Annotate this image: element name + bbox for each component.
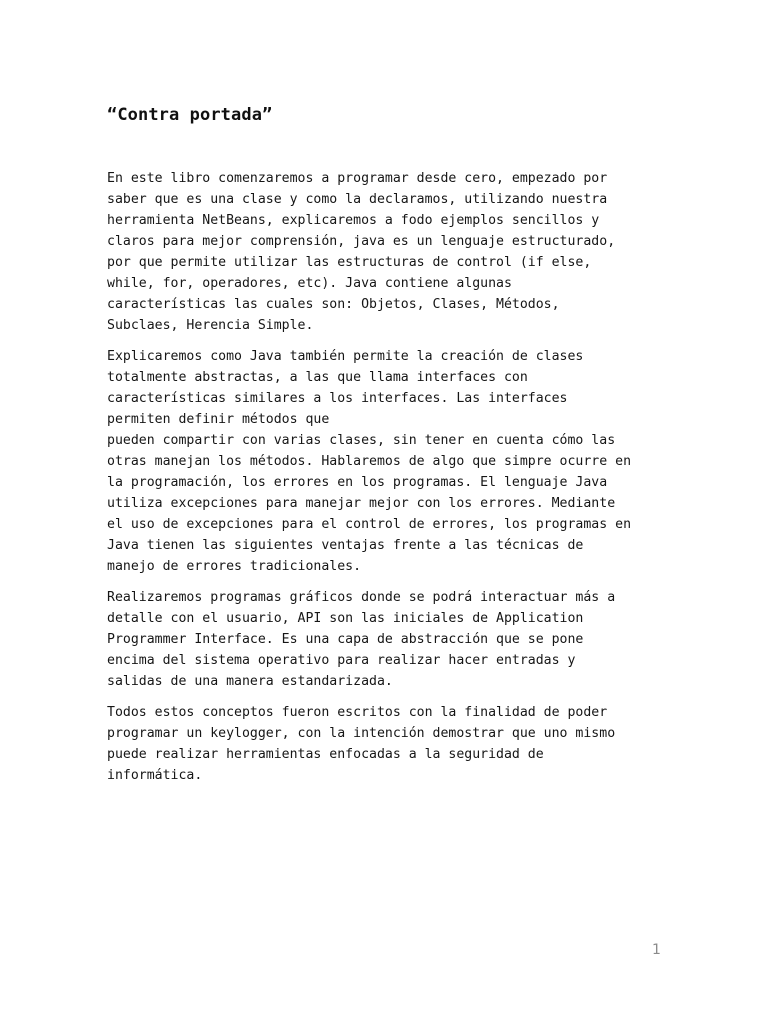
- text-line: otras manejan los métodos. Hablaremos de algo que simpre ocurre en: [107, 454, 632, 469]
- text-line: while, for, operadores, etc). Java contiene algunas: [107, 276, 512, 291]
- text-line: totalmente abstractas, a las que llama interfaces con: [107, 370, 528, 385]
- text-line: claros para mejor comprensión, java es un lenguaje estructurado,: [107, 234, 616, 249]
- text-line: encima del sistema operativo para realizar hacer entradas y: [107, 653, 576, 668]
- page-number: 1: [652, 942, 661, 958]
- text-line: informática.: [107, 768, 203, 783]
- text-line: características las cuales son: Objetos, Clases, Métodos,: [107, 297, 560, 312]
- text-line: puede realizar herramientas enfocadas a la seguridad de: [107, 747, 544, 762]
- text-line: Subclaes, Herencia Simple.: [107, 318, 314, 333]
- text-line: manejo de errores tradicionales.: [107, 559, 362, 574]
- text-line: Todos estos conceptos fueron escritos con la finalidad de poder: [107, 705, 608, 720]
- text-line: salidas de una manera estandarizada.: [107, 674, 393, 689]
- paragraph-3: [107, 587, 667, 692]
- paragraph-4: [107, 702, 667, 786]
- text-line: Realizaremos programas gráficos donde se podrá interactuar más a: [107, 590, 616, 605]
- text-line: Explicaremos como Java también permite la creación de clases: [107, 349, 584, 364]
- text-line: el uso de excepciones para el control de errores, los programas en: [107, 517, 632, 532]
- text-line: saber que es una clase y como la declaramos, utilizando nuestra: [107, 192, 608, 207]
- text-line: características similares a los interfaces. Las interfaces: [107, 391, 568, 406]
- text-line: por que permite utilizar las estructuras de control (if else,: [107, 255, 592, 270]
- text-line: herramienta NetBeans, explicaremos a fodo ejemplos sencillos y: [107, 213, 600, 228]
- text-line: detalle con el usuario, API son las iniciales de Application: [107, 611, 584, 626]
- text-line: utiliza excepciones para manejar mejor con los errores. Mediante: [107, 496, 616, 511]
- paragraph-1: [107, 168, 667, 336]
- body-text: [107, 168, 667, 796]
- text-line: Programmer Interface. Es una capa de abstracción que se pone: [107, 632, 584, 647]
- paragraph-2: [107, 346, 667, 577]
- page-title: “Contra portada”: [107, 105, 273, 125]
- text-line: En este libro comenzaremos a programar desde cero, empezado por: [107, 171, 608, 186]
- text-line: programar un keylogger, con la intención demostrar que uno mismo: [107, 726, 616, 741]
- text-line: Java tienen las siguientes ventajas frente a las técnicas de: [107, 538, 584, 553]
- text-line: la programación, los errores en los programas. El lenguaje Java: [107, 475, 608, 490]
- text-line: pueden compartir con varias clases, sin tener en cuenta cómo las: [107, 433, 616, 448]
- text-line: permiten definir métodos que: [107, 412, 330, 427]
